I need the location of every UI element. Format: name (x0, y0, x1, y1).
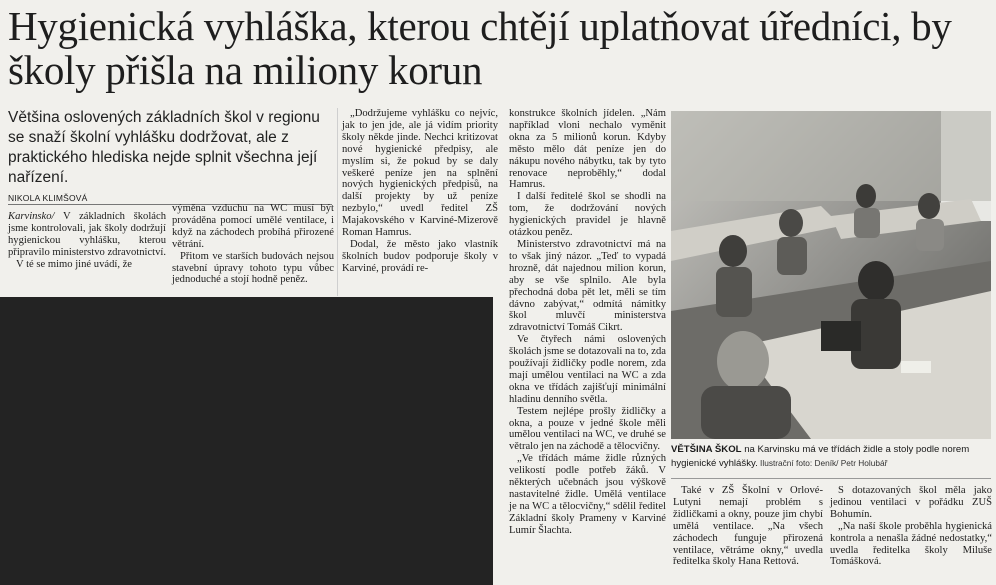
lead-paragraph: Většina oslovených základních škol v regionu se snaží školní vyhlášku dodržovat, ale z praktického hlediska nejde splnit všechna její nařízení. (8, 109, 320, 186)
photo-caption (671, 444, 991, 470)
paragraph: „Na naší škole proběhla hygienická kontrola a nenašla žádné nedostatky,“ uvedla ředitelka školy Miluše Tomášková. (830, 520, 992, 568)
paragraph: výměna vzduchu na WC musí být prováděna pomocí umělé ventilace, i když na záchodech probíhá přirozené větrání. (172, 203, 334, 250)
paragraph: konstrukce školních jídelen. „Nám například vloni nechalo vyměnit okna za 5 milionů korun. Kdyby město mělo dát peníze jen do nákupu nového nábytku, tak by tyto renovace neproběhly,“ dodal Hamrus. (509, 108, 666, 191)
paragraph: V té se mimo jiné uvádí, že (16, 258, 133, 270)
caption-divider (671, 478, 991, 479)
dark-block (0, 297, 493, 585)
article-column-1 (8, 211, 166, 271)
paragraph: Ministerstvo zdravotnictví má na to však jiný názor. „Teď to vypadá hrozně, dát najednou milion korun, aby se vše splnilo. Ale byla přechodná doba pět let, měli se tím dávno zabývat,“ odmítá námitky škol mluvčí ministerstva zdravotnictví Tomáš Cikrt. (509, 238, 666, 334)
paragraph: Ve čtyřech námi oslovených školách jsme se dotazovali na to, zda používají židličky podle norem, zda mají umělou ventilaci na WC a zda okna ve třídách zajišťují minimální hladinu denního světla. (509, 334, 666, 405)
article-column-4 (509, 108, 666, 537)
paragraph: Karvinsko/ V základních školách jsme kontrolovali, jak školy dodržují hygienickou vyhlášku, kterou připravilo ministerstvo zdravotnictví. (8, 211, 166, 258)
caption-text: na Karvinsku má ve třídách židle a stoly podle norem hygienické vyhlášky. (671, 444, 970, 469)
byline: NIKOLA KLIMŠOVÁ (8, 193, 332, 205)
classroom-photo-illustration (671, 111, 991, 439)
paragraph: „Dodržujeme vyhlášku co nejvíc, jak to jen jde, ale já vidím priority školy někde jinde. Nechci kritizovat nové hygienické předpisy, ale myslím si, že pokud by se daly veškeré peníze jen na splnění nových hygienických předpisů, na další projekty by už peníze nezbylo,“ uvedl ředitel ZŠ Majakovského v Karviné-Mizerově Roman Hamrus. (342, 108, 498, 239)
paragraph: Také v ZŠ Školní v Orlové-Lutyni nemají problém s židličkami a okny, pouze jim chybí umělá ventilace. „Na všech záchodech funguje přirozená ventilace, větráme okny,“ uvedla ředitelka školy Hana Rettová. (673, 485, 823, 568)
caption-lead: VĚTŠINA ŠKOL (671, 444, 742, 455)
dateline: Karvinsko/ (8, 211, 55, 222)
article-column-2 (172, 203, 334, 286)
article-column-3 (342, 108, 498, 275)
paragraph: Přitom ve starších budovách nejsou stavební úpravy tohoto typu vůbec jednoduché a stojí hodně peněz. (172, 250, 334, 286)
article-column-5 (673, 485, 823, 568)
classroom-photo (671, 111, 991, 439)
paragraph: S dotazovaných škol měla jako jedinou ventilaci v pořádku ZUŠ Bohumín. (830, 485, 992, 520)
headline: Hygienická vyhláška, kterou chtějí uplatňovat úředníci, by školy přišla na miliony korun (8, 3, 952, 93)
paragraph: I další ředitelé škol se shodli na tom, že dodržování nových hygienických pravidel je hlavně otázkou peněz. (509, 191, 666, 239)
article-column-6 (830, 485, 992, 568)
paragraph: Testem nejlépe prošly židličky a okna, a pouze v jedné škole měli umělou ventilaci na WC, ve druhé se větralo jen na záchodě a tělocvičny. (509, 405, 666, 453)
paragraph: Dodal, že město jako vlastník školních budov podporuje školy v Karviné, provádí re- (342, 238, 498, 274)
photo-credit: Ilustrační foto: Deník/ Petr Holubář (757, 457, 888, 468)
paragraph: „Ve třídách máme židle různých velikostí podle potřeb žáků. V některých učebnách jsou výškově nastavitelné židle. Umělá ventilace je na WC a tělocvičny,“ sdělil ředitel Základní školy Prameny v Karviné Lumír Šlachta. (509, 453, 666, 536)
